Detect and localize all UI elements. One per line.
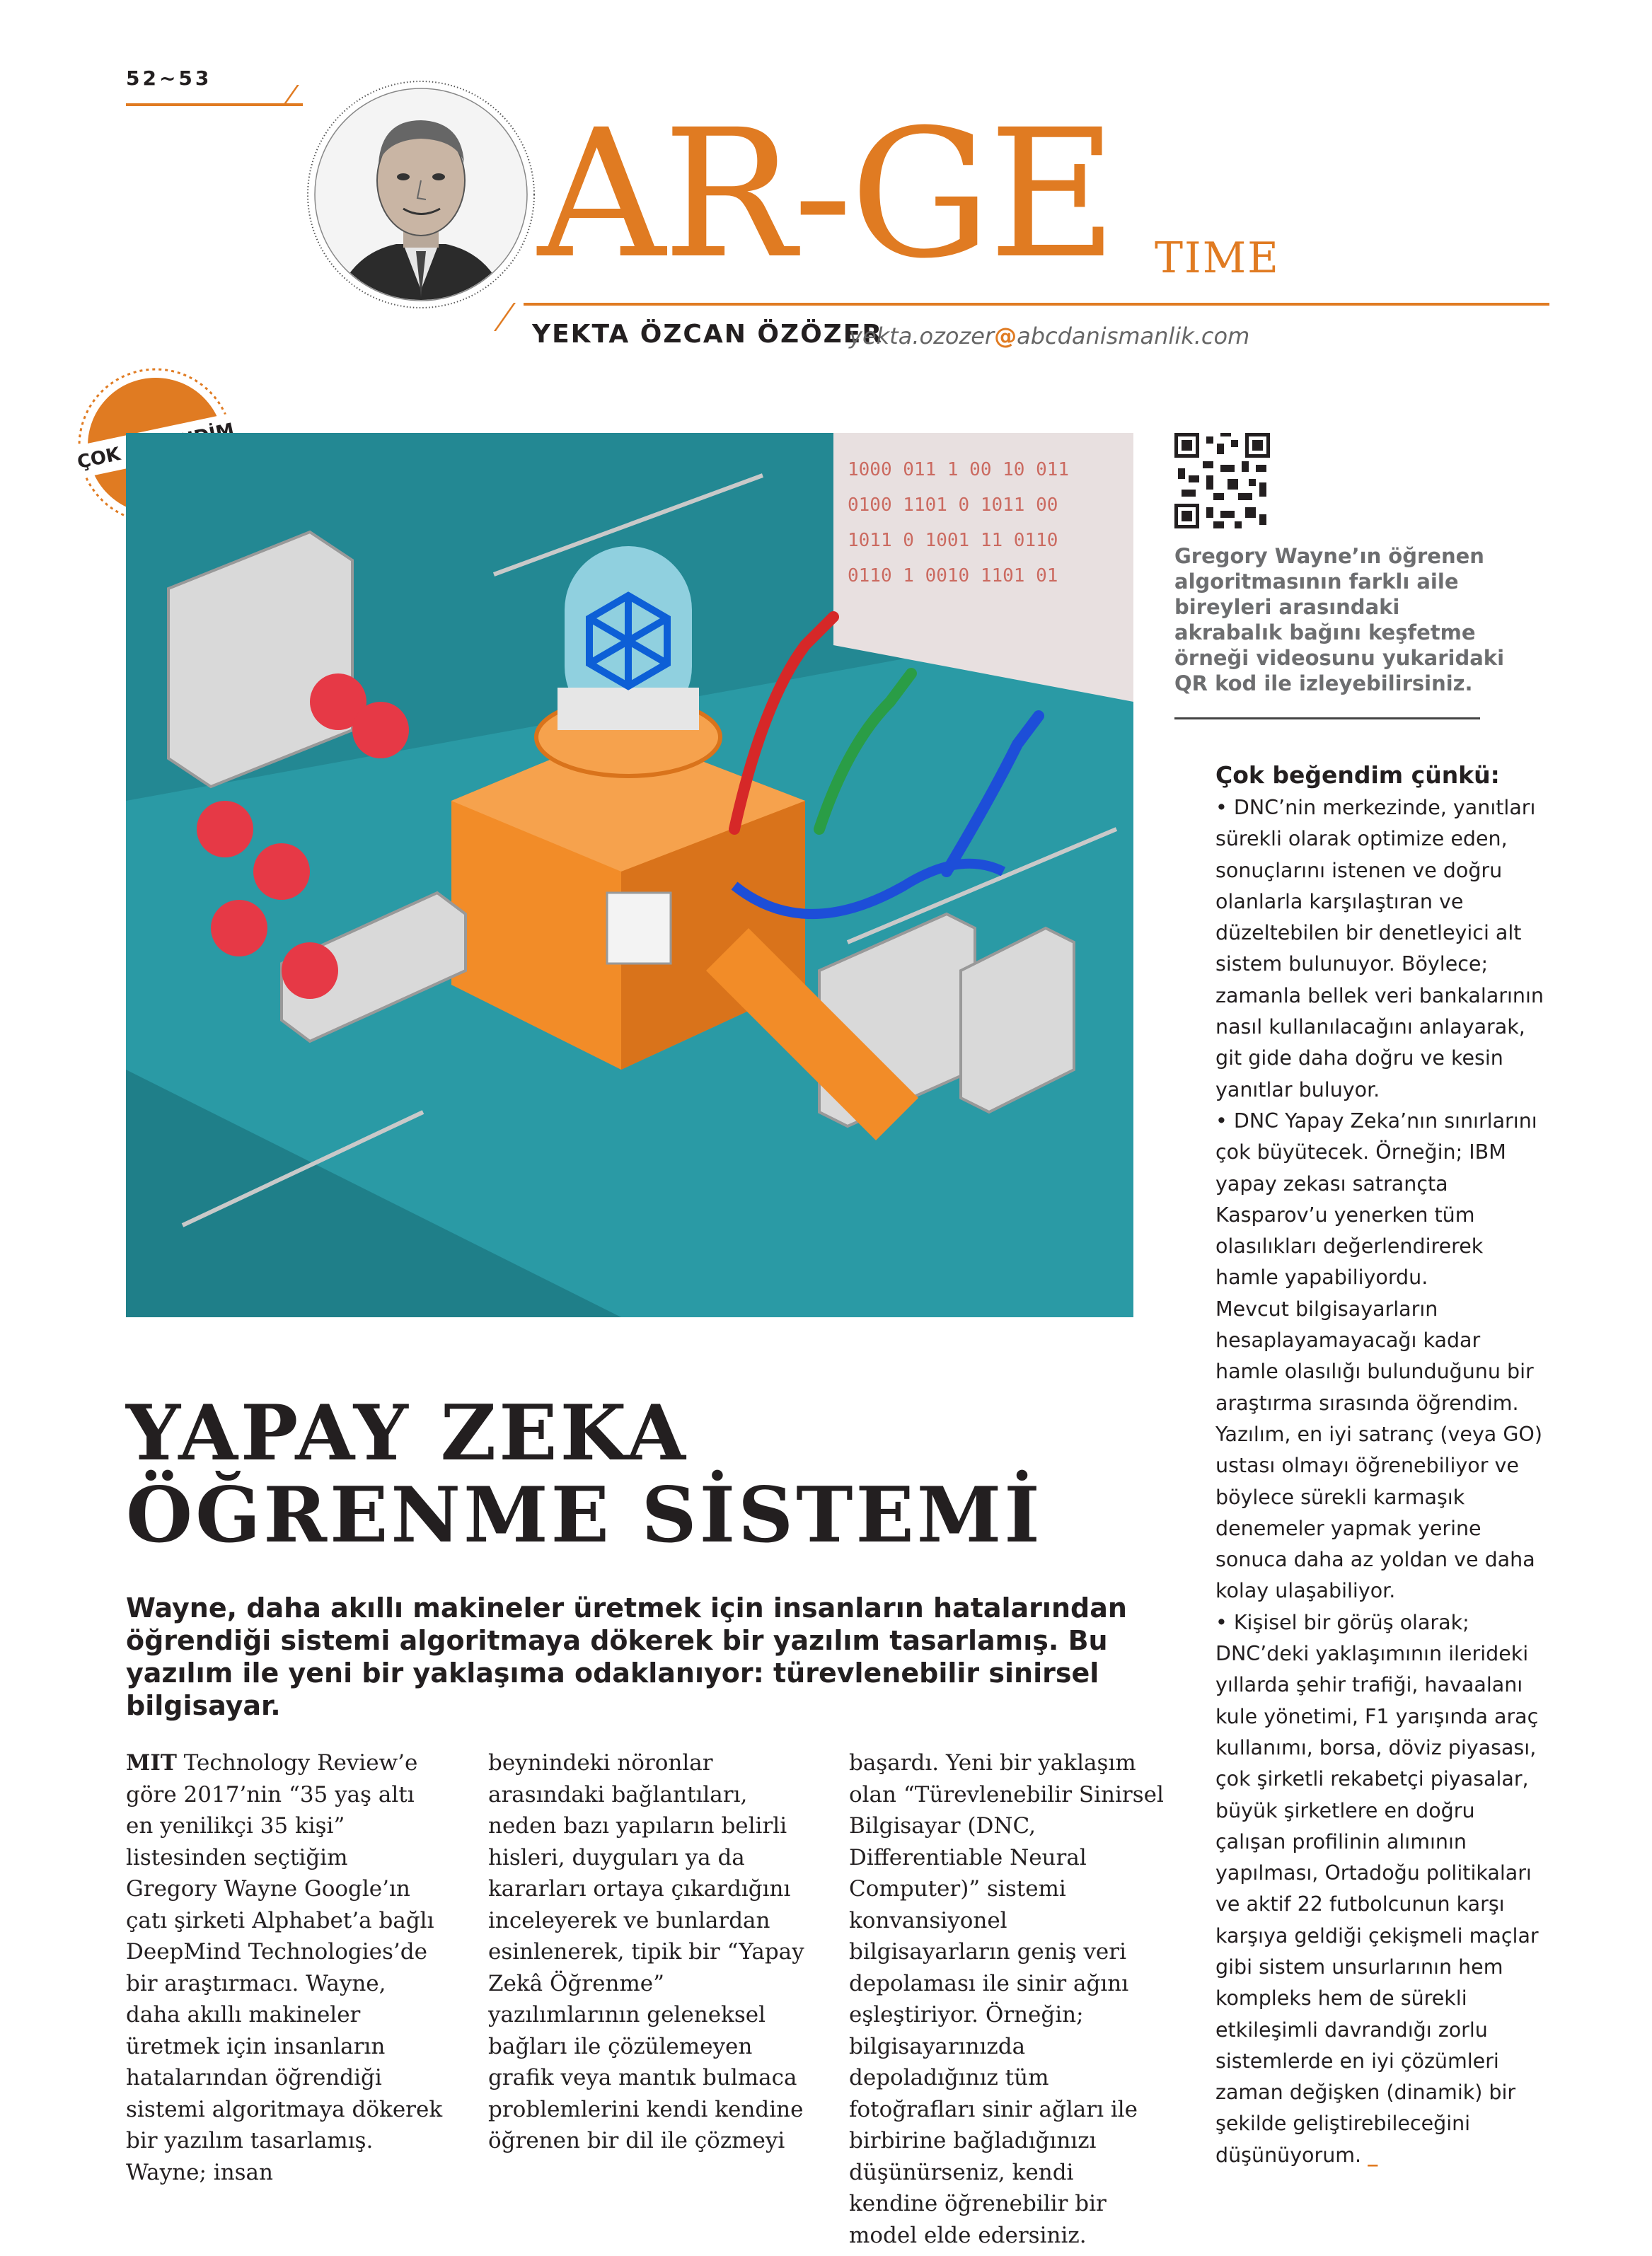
author-name: YEKTA ÖZCAN ÖZÖZER: [532, 320, 884, 349]
sidebar-paragraph-text: • Kişisel bir görüş olarak; DNC’deki yaklaşımının ilerideki yıllarda şehir trafiği, havaalanı kule yönetimi, F1 yarışında araç kullanımı, borsa, döviz piyasası, çok şirketli rekabetçi piyasalar, büyük şirketlere en doğru çalışan profilinin alımının yapılması, Ortadoğu politikaları ve aktif 22 futbolcunun karşı karşıya geldiği çekişmeli maçlar gibi sistem unsurlarının hem kompleks hem de sürekli etkileşimli davrandığı zorlu sistemlerde en iyi çözümleri zaman değişken (dinamik) bir şekilde geliştirebileceğini düşünüyorum.: [1215, 1610, 1539, 2167]
svg-text:1000 011 1 00 10 011: 1000 011 1 00 10 011: [848, 459, 1070, 480]
column-text: Technology Review’e göre 2017’nin “35 yaş altı en yenilikçi 35 kişi” listesinden seçtiğim Gregory Wayne Google’ın çatı şirketi Alphabet’a bağlı DeepMind Technologies’de bir araştırmacı. Wayne, daha akıllı makineler üretmek için insanların hatalarından öğrendiği sistemi algoritmaya dökerek bir yazılım tasarlamış. Wayne; insan: [126, 1750, 443, 2185]
header-rule-left: [126, 103, 303, 106]
sidebar-body: [1215, 792, 1548, 2171]
brand-title: AR-GE: [538, 91, 1115, 297]
body-column-2: beynindeki nöronlar arasındaki bağlantıları, neden bazı yapıların belirli hisleri, duyguları ya da kararları ortaya çıkardığını inceleyerek ve bunlardan esinlenerek, tipik bir “Yapay Zekâ Öğrenme” yazılımlarının geleneksel bağları ile çözülemeyen grafik veya mantık bulmaca problemlerini kendi kendine öğrenen bir dil ile çözmeyi: [488, 1750, 804, 2153]
sidebar-paragraph: • DNC’nin merkezinde, yanıtları sürekli olarak optimize eden, sonuçlarını istenen ve doğru olanlarla karşılaştıran ve düzeltebilen bir denetleyici alt sistem bulunuyor. Böylece; zamanla bellek veri bankalarının nasıl kullanılacağını anlayarak, git gide daha doğru ve kesin yanıtlar buluyor.: [1215, 796, 1544, 1101]
qr-caption: Gregory Wayne’ın öğrenen algoritmasının farklı aile bireyleri arasındaki akrabalık bağını keşfetme örneği videosunu yukaridaki QR kod ile izleyebilirsiniz.: [1174, 544, 1505, 695]
badge-label: ÇOK: [75, 444, 122, 474]
headline-line: YAPAY ZEKA: [126, 1389, 688, 1478]
email-user: yekta.ozozer: [849, 323, 995, 349]
svg-text:0110 1 0010 1101 01: 0110 1 0010 1101 01: [848, 565, 1058, 586]
author-portrait: [304, 78, 538, 311]
email-domain: abcdanismanlik.com: [1017, 323, 1250, 349]
end-mark: _: [1368, 2143, 1378, 2167]
sidebar-paragraph: [1215, 1607, 1548, 2171]
qr-code[interactable]: [1174, 433, 1270, 528]
sidebar-paragraph: Mevcut bilgisayarların hesaplayamayacağı kadar hamle olasılığı bulunduğunu bir araştırma sırasında öğrendim. Yazılım, en iyi satranç (veya GO) ustası olmayı öğrenebiliyor ve böylece sürekli karmaşık denemeler yapmak yerine sonuca daha az yoldan ve daha kolay ulaşabiliyor.: [1215, 1297, 1542, 1603]
headline-line: ÖĞRENME SİSTEMİ: [126, 1471, 1043, 1560]
brand-underline: [524, 303, 1549, 306]
sidebar-title: Çok beğendim çünkü:: [1215, 761, 1500, 789]
hero-illustration: [126, 433, 1133, 1317]
sidebar-paragraph: • DNC Yapay Zeka’nın sınırlarını çok büyütecek. Örneğin; IBM yapay zekası satrançta Kasparov’u yenerken tüm olasılıkları değerlendirerek hamle yapabiliyordu.: [1215, 1109, 1537, 1290]
svg-text:0100 1101 0 1011 00: 0100 1101 0 1011 00: [848, 494, 1058, 516]
brand-suffix: TIME: [1155, 233, 1280, 283]
lead-paragraph: Wayne, daha akıllı makineler üretmek için insanların hatalarından öğrendiği sistemi algoritmaya dökerek bir yazılım tasarlamış. Bu yazılım ile yeni bir yaklaşıma odaklanıyor: türevlenebilir sinirsel bilgisayar.: [126, 1592, 1127, 1721]
email-at: @: [994, 323, 1017, 349]
header-rule-tick: [283, 85, 299, 105]
body-column-1: [126, 1747, 444, 2188]
page-numbers: 52~53: [126, 66, 212, 90]
body-column-3: başardı. Yeni bir yaklaşım olan “Türevlenebilir Sinirsel Bilgisayar (DNC, Differentiable Neural Computer)” sistemi konvansiyonel bilgisayarların geniş veri depolaması ile sinir ağını eşleştiriyor. Örneğin; bilgisayarınızda depoladığınız tüm fotoğrafları sinir ağları ile birbirine bağladığınızı düşünürseniz, kendi kendine öğrenebilir bir model elde edersiniz.: [849, 1750, 1164, 2248]
lead-word: MIT: [126, 1750, 177, 1776]
headline: [126, 1389, 1187, 1560]
author-email[interactable]: [849, 323, 1249, 349]
qr-rule: [1174, 717, 1480, 719]
svg-text:1011 0 1001 11 0110: 1011 0 1001 11 0110: [848, 530, 1058, 551]
